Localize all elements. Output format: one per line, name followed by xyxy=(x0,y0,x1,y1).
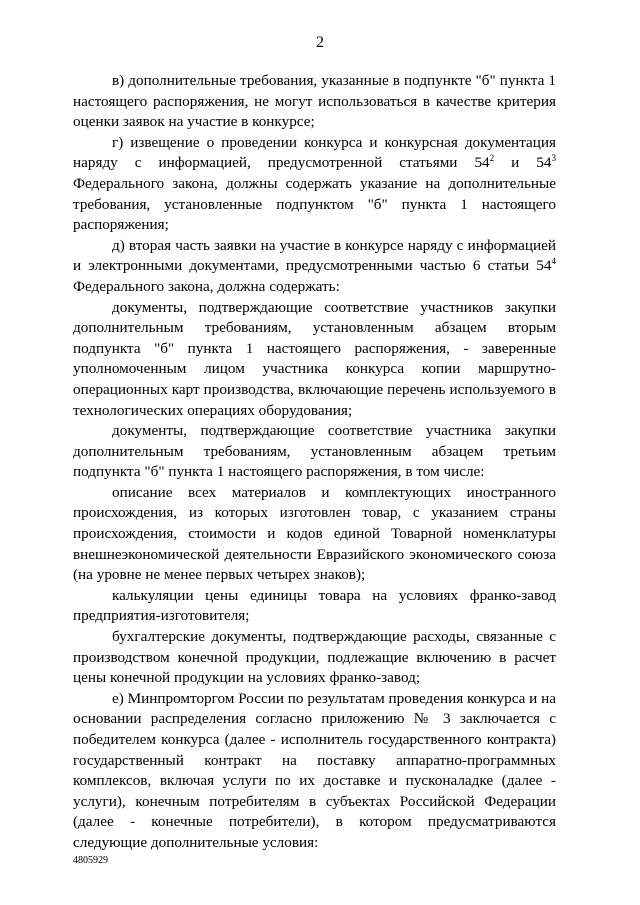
paragraph-documents-2: документы, подтверждающие соответствие участника закупки дополнительным требованиям, установленным абзацем третьим подпункта "б" пункта 1 настоящего распоряжения, в том числе: xyxy=(73,422,556,481)
paragraph-g-text-2: и 54 xyxy=(494,154,552,172)
paragraph-g xyxy=(73,133,556,236)
paragraph-d xyxy=(73,236,556,298)
superscript: 2 xyxy=(489,153,495,164)
paragraph-description: описание всех материалов и комплектующих иностранного происхождения, из которых изготовлен товар, с указанием страны происхождения, стоимости и кодов единой Товарной номенклатуры внешнеэкономической деятельности Евразийского экономического союза (на уровне не менее первых четырех знаков); xyxy=(73,483,556,584)
paragraph-g-text-1: г) извещение о проведении конкурса и конкурсная документация наряду с информацией, предусмотренной статьями 54 xyxy=(73,133,556,172)
superscript: 3 xyxy=(551,153,556,164)
document-code: 4805929 xyxy=(73,855,108,866)
paragraph-documents-1: документы, подтверждающие соответствие участников закупки дополнительным требованиям, установленным абзацем вторым подпункта "б" пункта 1 настоящего распоряжения, - заверенные уполномоченным лицом участника конкурса копии маршрутно-операционных карт производства, включающие перечень используемого в технологических операциях оборудования; xyxy=(73,298,556,419)
paragraph-e: е) Минпромторгом России по результатам проведения конкурса и на основании распределения согласно приложению № 3 заключается с победителем конкурса (далее - исполнитель государственного контракта) государственный контракт на поставку аппаратно-программных комплексов, включая услуги по их доставке и пусконаладке (далее - услуги), конечным потребителям в субъектах Российской Федерации (далее - конечные потребители), в котором предусматриваются следующие дополнительные условия: xyxy=(73,689,556,851)
paragraph-calculation: калькуляции цены единицы товара на условиях франко-завод предприятия-изготовителя; xyxy=(73,586,556,625)
paragraph-g-text-3: Федерального закона, должны содержать указание на дополнительные требования, установленные подпунктом "б" пункта 1 настоящего распоряжения; xyxy=(73,174,556,234)
paragraph-accounting: бухгалтерские документы, подтверждающие расходы, связанные с производством конечной продукции, подлежащие включению в расчет цены конечной продукции на условиях франко-завод; xyxy=(73,628,556,687)
page-number: 2 xyxy=(316,34,324,51)
document-body xyxy=(73,71,556,854)
paragraph-v: в) дополнительные требования, указанные в подпункте "б" пункта 1 настоящего распоряжения, не могут использоваться в качестве критерия оценки заявок на участие в конкурсе; xyxy=(73,72,556,131)
paragraph-d-text-2: Федерального закона, должна содержать: xyxy=(73,277,340,295)
superscript: 4 xyxy=(551,256,556,267)
paragraph-d-text-1: д) вторая часть заявки на участие в конкурсе наряду с информацией и электронными документами, предусмотренными частью 6 статьи 54 xyxy=(73,236,556,275)
